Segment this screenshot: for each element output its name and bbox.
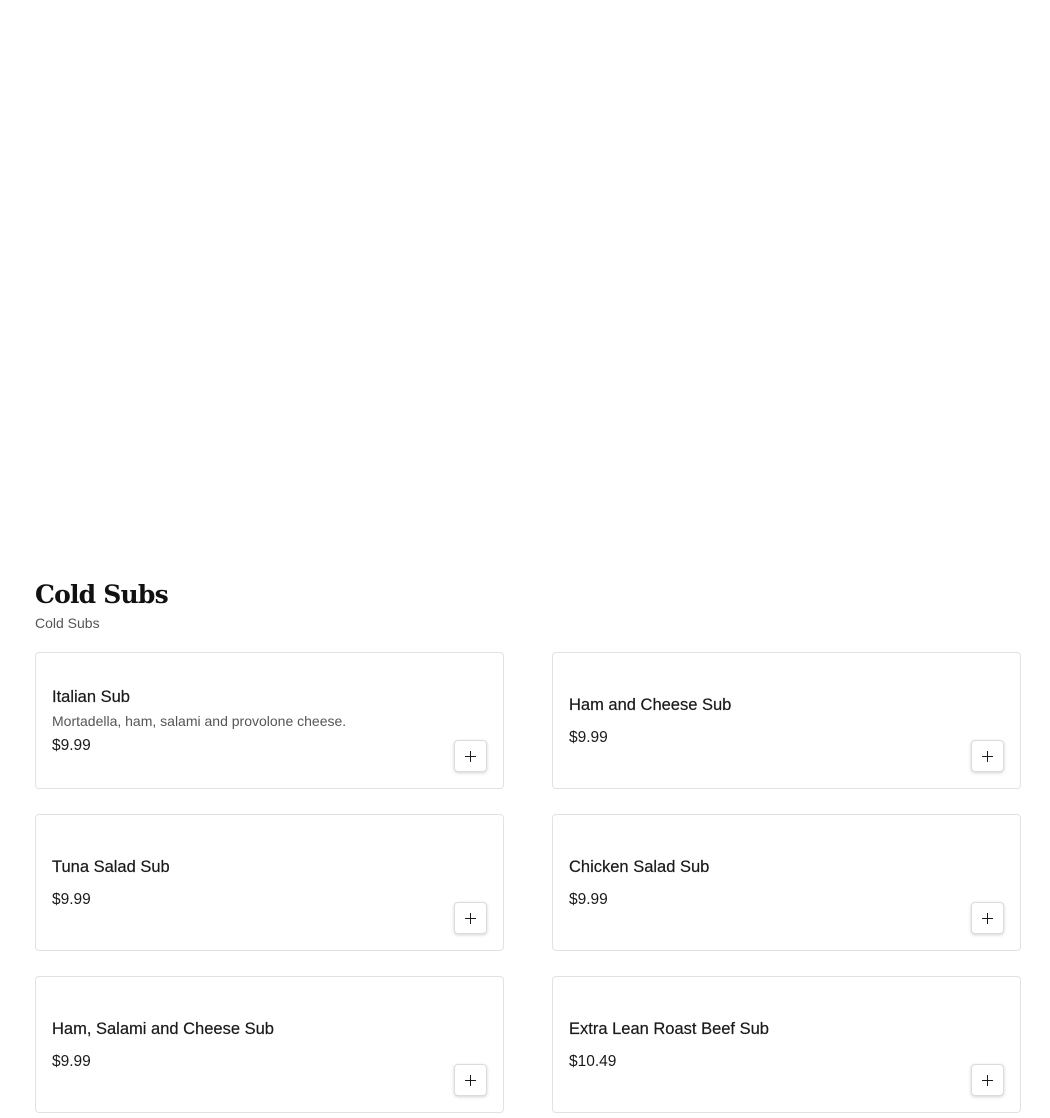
plus-icon xyxy=(982,913,993,924)
add-to-cart-button[interactable] xyxy=(454,740,487,772)
menu-item-name: Ham and Cheese Sub xyxy=(569,695,732,714)
menu-item-price: $9.99 xyxy=(52,890,91,908)
add-to-cart-button[interactable] xyxy=(454,1064,487,1096)
menu-section-cold-subs xyxy=(35,580,1021,1113)
menu-item-price: $9.99 xyxy=(569,728,608,746)
menu-item-card[interactable] xyxy=(552,976,1021,1113)
plus-icon xyxy=(982,751,993,762)
section-title: Cold Subs xyxy=(35,580,168,609)
section-subtitle: Cold Subs xyxy=(35,615,100,631)
menu-item-name: Extra Lean Roast Beef Sub xyxy=(569,1019,769,1038)
plus-icon xyxy=(465,1075,476,1086)
menu-item-card[interactable] xyxy=(35,976,504,1113)
menu-item-price: $10.49 xyxy=(569,1052,617,1070)
menu-item-name: Ham, Salami and Cheese Sub xyxy=(52,1019,274,1038)
add-to-cart-button[interactable] xyxy=(971,1064,1004,1096)
add-to-cart-button[interactable] xyxy=(971,902,1004,934)
menu-item-card[interactable] xyxy=(35,652,504,789)
menu-item-price: $9.99 xyxy=(52,1052,91,1070)
plus-icon xyxy=(982,1075,993,1086)
plus-icon xyxy=(465,751,476,762)
add-to-cart-button[interactable] xyxy=(454,902,487,934)
menu-item-name: Chicken Salad Sub xyxy=(569,857,710,876)
menu-item-description: Mortadella, ham, salami and provolone cheese. xyxy=(52,712,347,729)
menu-item-price: $9.99 xyxy=(52,736,91,754)
add-to-cart-button[interactable] xyxy=(971,740,1004,772)
menu-item-card[interactable] xyxy=(552,652,1021,789)
menu-item-grid xyxy=(35,652,1021,1113)
menu-item-price: $9.99 xyxy=(569,890,608,908)
menu-item-card[interactable] xyxy=(552,814,1021,951)
plus-icon xyxy=(465,913,476,924)
menu-item-card[interactable] xyxy=(35,814,504,951)
menu-item-name: Tuna Salad Sub xyxy=(52,857,170,876)
menu-item-name: Italian Sub xyxy=(52,687,130,706)
